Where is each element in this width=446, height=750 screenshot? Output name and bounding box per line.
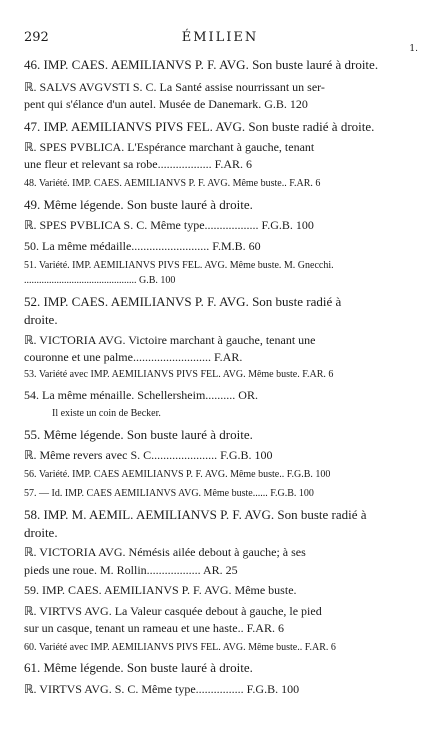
entry-60: 60. Variété avec IMP. AEMILIANVS PIVS FEL. AVG. Même buste.. F.AR. 6 bbox=[24, 642, 336, 653]
entry-52-reverse-1: ℝ. VICTORIA AVG. Victoire marchant à gauche, tenant une bbox=[24, 333, 316, 347]
entry-59-reverse-2: sur un casque, tenant un rameau et une haste.. F.AR. 6 bbox=[24, 621, 284, 635]
entry-59-reverse-1: ℝ. VIRTVS AVG. La Valeur casquée debout à gauche, le pied bbox=[24, 604, 322, 618]
entry-58-obverse-1: 58. IMP. M. AEMIL. AEMILIANVS P. F. AVG. Son buste radié à bbox=[24, 507, 367, 522]
entry-49-obverse: 49. Même légende. Son buste lauré à droite. bbox=[24, 197, 253, 212]
entry-58-reverse-1: ℝ. VICTORIA AVG. Némésis ailée debout à gauche; à ses bbox=[24, 545, 306, 559]
entry-52-reverse-2: couronne et une palme.......................... F.AR. bbox=[24, 350, 243, 364]
entry-54: 54. La même ménaille. Schellersheim.......... OR. bbox=[24, 388, 258, 402]
running-title: ÉMILIEN bbox=[181, 30, 259, 45]
entry-54-note: Il existe un coin de Becker. bbox=[52, 408, 161, 419]
entry-47-reverse-1: ℝ. SPES PVBLICA. L'Espérance marchant à gauche, tenant bbox=[24, 140, 315, 154]
entry-58-reverse-2: pieds une roue. M. Rollin.................. AR. 25 bbox=[24, 563, 238, 577]
entry-46-reverse-2: pent qui s'élance d'un autel. Musée de Danemark. G.B. 120 bbox=[24, 97, 308, 111]
entry-52-obverse-1: 52. IMP. CAES. AEMILIANVS P. F. AVG. Son buste radié à bbox=[24, 294, 342, 309]
entry-61-obverse: 61. Même légende. Son buste lauré à droite. bbox=[24, 660, 253, 675]
entry-58-obverse-2: droite. bbox=[24, 525, 58, 540]
entry-59-obverse: 59. IMP. CAES. AEMILIANVS P. F. AVG. Même buste. bbox=[24, 583, 297, 597]
entry-48: 48. Variété. IMP. CAES. AEMILIANVS P. F. AVG. Même buste.. F.AR. 6 bbox=[24, 178, 321, 189]
entry-51-2: ............................................. G.B. 100 bbox=[24, 275, 176, 286]
entry-50: 50. La même médaille.......................... F.M.B. 60 bbox=[24, 239, 261, 253]
entry-61-reverse: ℝ. VIRTVS AVG. S. C. Même type................ F.G.B. 100 bbox=[24, 682, 300, 696]
entry-47-obverse: 47. IMP. AEMILIANVS PIVS FEL. AVG. Son buste radié à droite. bbox=[24, 119, 375, 134]
entry-47-reverse-2: une fleur et relevant sa robe.................. F.AR. 6 bbox=[24, 157, 252, 171]
entry-55-obverse: 55. Même légende. Son buste lauré à droite. bbox=[24, 427, 253, 442]
entry-46-obverse: 46. IMP. CAES. AEMILIANVS P. F. AVG. Son buste lauré à droite. bbox=[24, 57, 379, 72]
entry-53: 53. Variété avec IMP. AEMILIANVS PIVS FEL. AVG. Même buste. F.AR. 6 bbox=[24, 369, 334, 380]
entry-49-reverse: ℝ. SPES PVBLICA S. C. Même type.................. F.G.B. 100 bbox=[24, 218, 314, 232]
entry-52-obverse-2: droite. bbox=[24, 312, 58, 327]
entry-46-reverse-1: ℝ. SALVS AVGVSTI S. C. La Santé assise nourrissant un ser- bbox=[24, 80, 325, 94]
page-header bbox=[24, 30, 418, 54]
entry-51-1: 51. Variété. IMP. AEMILIANVS PIVS FEL. AVG. Même buste. M. Gnecchi. bbox=[24, 260, 334, 271]
entry-55-reverse: ℝ. Même revers avec S. C...................... F.G.B. 100 bbox=[24, 448, 273, 462]
entry-57: 57. — Id. IMP. CAES AEMILIANVS AVG. Même buste...... F.G.B. 100 bbox=[24, 488, 314, 499]
margin-mark: 1. bbox=[409, 44, 418, 54]
page-number: 292 bbox=[24, 30, 49, 45]
entry-56: 56. Variété. IMP. CAES AEMILIANVS P. F. AVG. Même buste.. F.G.B. 100 bbox=[24, 469, 331, 480]
